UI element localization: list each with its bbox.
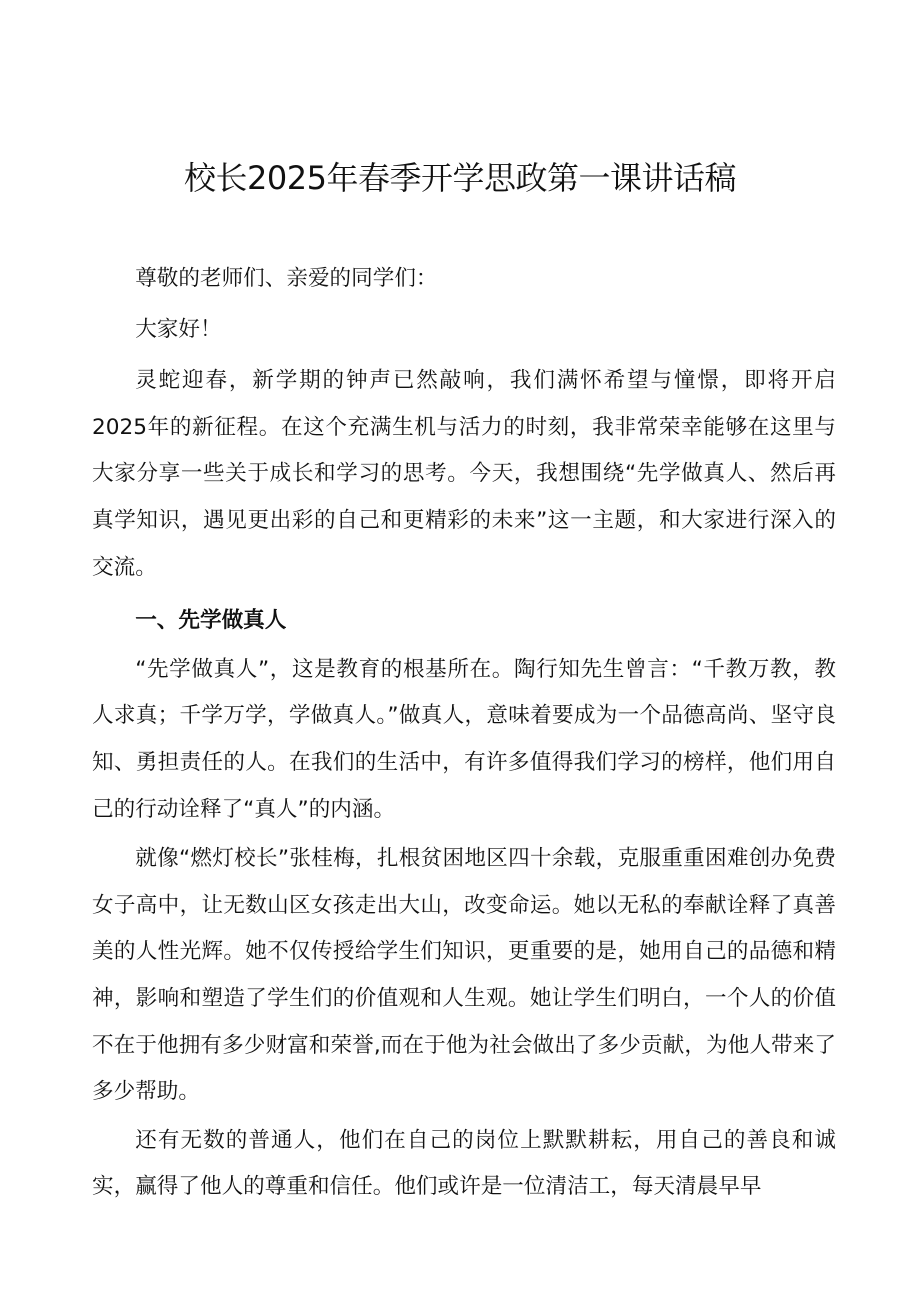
greeting: 大家好！ [135,316,222,342]
body-paragraph: 就像“燃灯校长”张桂梅，扎根贫困地区四十余载，克服重重困难创办免费女子高中，让无数山区女孩走出大山，改变命运。她以无私的奉献诠释了真善美的人性光辉。她不仅传授给学生们知识，更重要的是，她用自己的品德和精神，影响和塑造了学生们的价值观和人生观。她让学生们明白，一个人的价值不在于他拥有多少财富和荣誉,而在于他为社会做出了多少贡献，为他人带来了多少帮助。 [92,846,836,1105]
body-paragraph: “先学做真人”，这是教育的根基所在。陶行知先生曾言：“千教万教，教人求真；千学万学，学做真人。”做真人，意味着要成为一个品德高尚、坚守良知、勇担责任的人。在我们的生活中，有许多值得我们学习的榜样，他们用自己的行动诠释了“真人”的内涵。 [92,656,836,822]
salutation: 尊敬的老师们、亲爱的同学们： [135,266,438,291]
document-title: 校长2025年春季开学思政第一课讲话稿 [184,159,736,197]
body-paragraph: 还有无数的普通人，他们在自己的岗位上默默耕耘，用自己的善良和诚实，赢得了他人的尊重和信任。他们或许是一位清洁工，每天清晨早早 [92,1127,836,1200]
document-body [92,256,836,1211]
intro-paragraph: 灵蛇迎春，新学期的钟声已然敲响，我们满怀希望与憧憬，即将开启2025年的新征程。在这个充满生机与活力的时刻，我非常荣幸能够在这里与大家分享一些关于成长和学习的思考。今天，我想围绕“先学做真人、然后再真学知识，遇见更出彩的自己和更精彩的未来”这一主题，和大家进行深入的交流。 [92,368,836,580]
section-heading: 一、先学做真人 [135,608,287,634]
